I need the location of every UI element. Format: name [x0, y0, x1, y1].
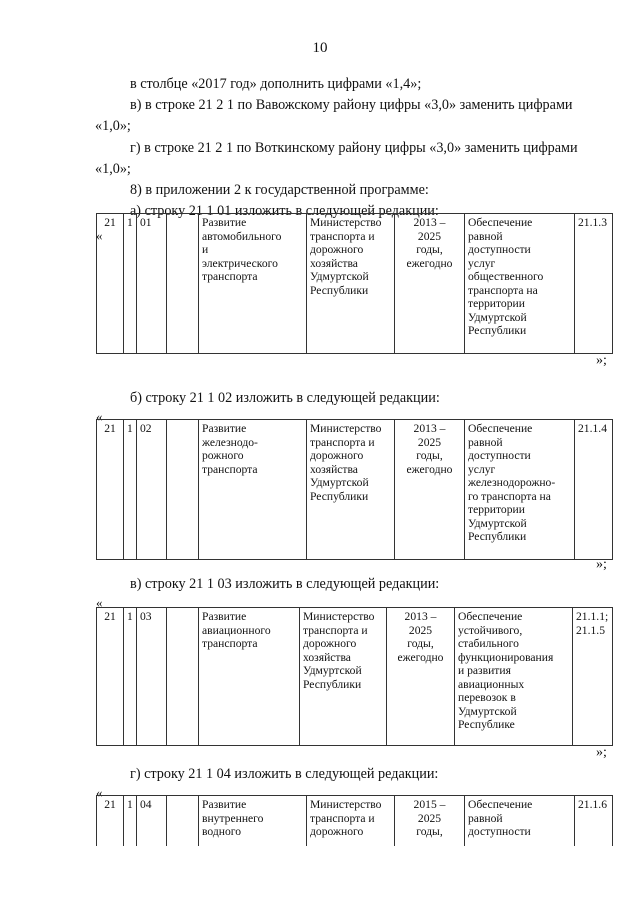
cell-om: 03	[137, 608, 167, 746]
cell-gp: 21	[97, 214, 124, 354]
cell-executor: Министерство транспорта и дорожного хозяйства Удмуртской Республики	[300, 608, 387, 746]
cell-om: 02	[137, 420, 167, 560]
cell-indicator: 21.1.4	[575, 420, 613, 560]
cell-executor: Министерство транспорта и дорожного	[307, 796, 395, 846]
cell-period: 2013 – 2025 годы, ежегодно	[387, 608, 455, 746]
cell-om: 01	[137, 214, 167, 354]
cell-name: Развитие автомобильного и электрического транспорта	[199, 214, 307, 354]
amendment-table-21-1-04	[96, 795, 613, 846]
paragraph-item-v: в) в строке 21 2 1 по Вавожскому району цифры «3,0» заменить цифрами	[130, 97, 573, 113]
paragraph-item-g: г) в строке 21 2 1 по Воткинскому району цифры «3,0» заменить цифрами	[130, 140, 578, 156]
cell-indicator: 21.1.3	[575, 214, 613, 354]
paragraph-2017-column: в столбце «2017 год» дополнить цифрами «1,4»;	[130, 76, 422, 92]
open-quote: «	[96, 409, 103, 424]
cell-executor: Министерство транспорта и дорожного хозяйства Удмуртской Республики	[307, 420, 395, 560]
cell-result: Обеспечение устойчивого, стабильного функционирования и развития авиационных перевозок в Удмуртской Республике	[455, 608, 573, 746]
cell-m	[167, 608, 199, 746]
cell-name: Развитие железнодо- рожного транспорта	[199, 420, 307, 560]
table-row	[97, 796, 613, 846]
paragraph-item-g-cont: «1,0»;	[95, 161, 131, 177]
cell-period: 2013 – 2025 годы, ежегодно	[395, 214, 465, 354]
cell-gp: 21	[97, 420, 124, 560]
cell-name: Развитие внутреннего водного	[199, 796, 307, 846]
cell-period: 2013 – 2025 годы, ежегодно	[395, 420, 465, 560]
cell-gp: 21	[97, 796, 124, 846]
paragraph-item-a: а) строку 21 1 01 изложить в следующей редакции:	[130, 203, 439, 219]
amendment-table-21-1-02	[96, 419, 613, 560]
cell-name: Развитие авиационного транспорта	[199, 608, 300, 746]
page-number: 10	[312, 40, 328, 56]
close-quote: »;	[596, 353, 607, 368]
cell-indicator: 21.1.1; 21.1.5	[573, 608, 613, 746]
table-row	[97, 420, 613, 560]
paragraph-item-c: в) строку 21 1 03 изложить в следующей редакции:	[130, 576, 440, 592]
cell-result: Обеспечение равной доступности	[465, 796, 575, 846]
cell-result: Обеспечение равной доступности услуг общественного транспорта на территории Удмуртской Республики	[465, 214, 575, 354]
cell-m	[167, 420, 199, 560]
cell-pp: 1	[124, 214, 137, 354]
cell-pp: 1	[124, 796, 137, 846]
close-quote: »;	[596, 745, 607, 760]
table-row	[97, 608, 613, 746]
cell-pp: 1	[124, 608, 137, 746]
cell-executor: Министерство транспорта и дорожного хозяйства Удмуртской Республики	[307, 214, 395, 354]
paragraph-item-8: 8) в приложении 2 к государственной программе:	[130, 182, 429, 198]
cell-om: 04	[137, 796, 167, 846]
cell-pp: 1	[124, 420, 137, 560]
paragraph-item-v-cont: «1,0»;	[95, 118, 131, 134]
paragraph-item-d: г) строку 21 1 04 изложить в следующей редакции:	[130, 766, 439, 782]
table-row	[97, 214, 613, 354]
cell-m	[167, 214, 199, 354]
paragraph-item-b: б) строку 21 1 02 изложить в следующей редакции:	[130, 390, 440, 406]
cell-indicator: 21.1.6	[575, 796, 613, 846]
amendment-table-21-1-01	[96, 213, 613, 354]
open-quote: «	[96, 228, 103, 243]
cell-result: Обеспечение равной доступности услуг железнодорожно- го транспорта на территории Удмуртской Республики	[465, 420, 575, 560]
cell-gp: 21	[97, 608, 124, 746]
open-quote: «	[96, 595, 103, 610]
cell-period: 2015 – 2025 годы,	[395, 796, 465, 846]
cell-m	[167, 796, 199, 846]
close-quote: »;	[596, 557, 607, 572]
open-quote: «	[96, 785, 103, 800]
amendment-table-21-1-03	[96, 607, 613, 746]
